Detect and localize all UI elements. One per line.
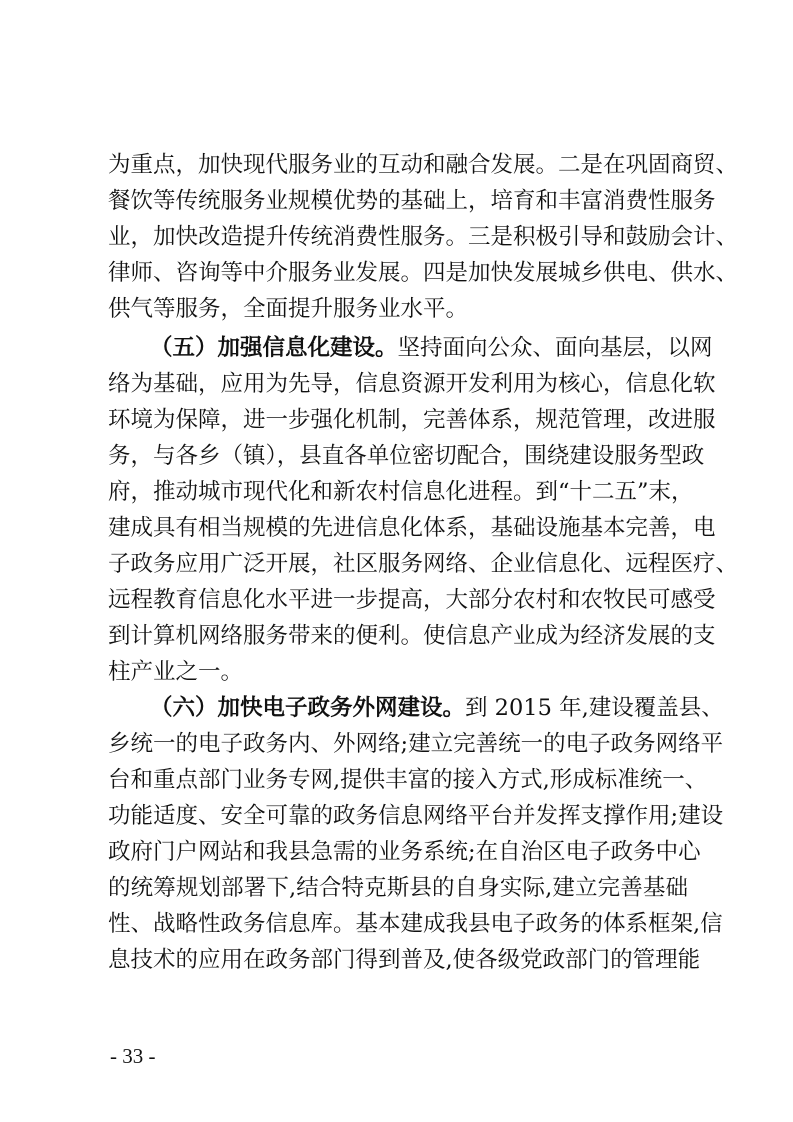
- body-line: 远程教育信息化水平进一步提高，大部分农村和农牧民可感受: [108, 587, 716, 613]
- body-line: 子政务应用广泛开展，社区服务网络、企业信息化、远程医疗、: [108, 551, 739, 577]
- body-line: 供气等服务，全面提升服务业水平。: [108, 296, 469, 322]
- body-line: 餐饮等传统服务业规模优势的基础上，培育和丰富消费性服务: [108, 188, 716, 214]
- body-line: 业，加快改造提升传统消费性服务。三是积极引导和鼓励会计、: [108, 224, 739, 250]
- body-line: 政府门户网站和我县急需的业务系统;在自治区电子政务中心: [108, 839, 701, 865]
- body-line: 律师、咨询等中介服务业发展。四是加快发展城乡供电、供水、: [108, 260, 739, 286]
- section-heading-line: （六）加快电子政务外网建设。到 2015 年,建设覆盖县、: [150, 695, 724, 721]
- body-line: 络为基础，应用为先导，信息资源开发利用为核心，信息化软: [108, 371, 716, 397]
- body-line: 环境为保障，进一步强化机制，完善体系，规范管理，改进服: [108, 407, 716, 433]
- body-line: 乡统一的电子政务内、外网络;建立完善统一的电子政务网络平: [108, 731, 724, 757]
- body-line: 息技术的应用在政务部门得到普及,使各级党政部门的管理能: [108, 947, 701, 973]
- body-line: 务，与各乡（镇），县直各单位密切配合，围绕建设服务型政: [108, 443, 705, 469]
- body-line: 台和重点部门业务专网,提供丰富的接入方式,形成标准统一、: [108, 767, 708, 793]
- section-heading-line: （五）加强信息化建设。坚持面向公众、面向基层，以网: [150, 335, 713, 361]
- body-line: 府，推动城市现代化和新农村信息化进程。到“十二五”末，: [108, 479, 694, 505]
- body-line: 功能适度、安全可靠的政务信息网络平台并发挥支撑作用;建设: [108, 803, 724, 829]
- body-line: 的统筹规划部署下,结合特克斯县的自身实际,建立完善基础: [108, 875, 688, 901]
- body-line: 柱产业之一。: [108, 659, 244, 685]
- body-line: 建成具有相当规模的先进信息化体系，基础设施基本完善，电: [108, 515, 716, 541]
- section-heading: （六）加快电子政务外网建设。: [150, 695, 466, 721]
- section-heading: （五）加强信息化建设。: [150, 335, 398, 361]
- page-number: - 33 -: [110, 1044, 156, 1068]
- body-line: 为重点，加快现代服务业的互动和融合发展。二是在巩固商贸、: [108, 152, 739, 178]
- body-line: 性、战略性政务信息库。基本建成我县电子政务的体系框架,信: [108, 911, 723, 937]
- body-line: 到计算机网络服务带来的便利。使信息产业成为经济发展的支: [108, 623, 716, 649]
